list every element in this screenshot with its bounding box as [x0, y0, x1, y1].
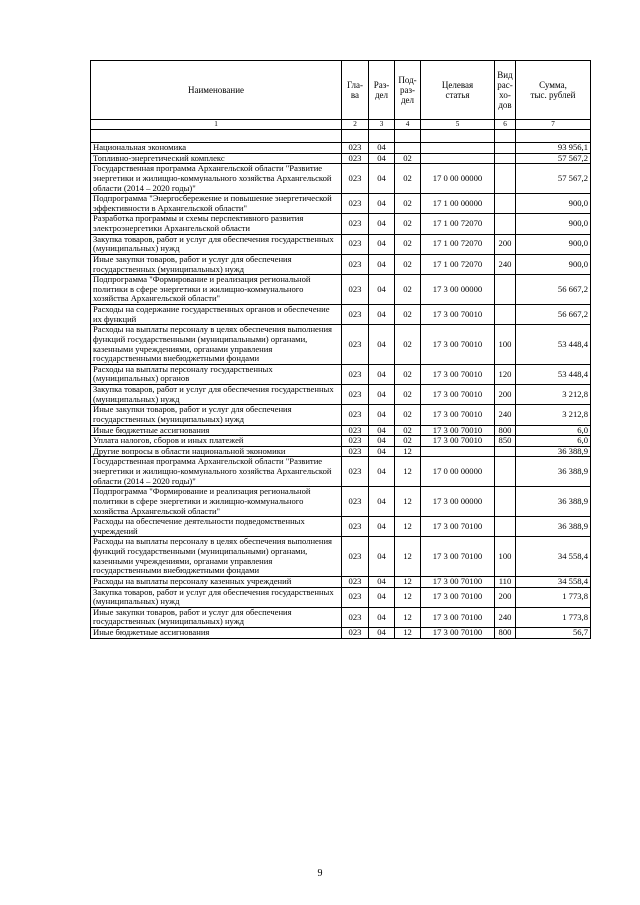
header-name: Наименование — [91, 61, 342, 120]
row-target-article: 17 3 00 70010 — [421, 325, 495, 365]
row-podrazdel: 02 — [395, 275, 421, 305]
row-podrazdel: 02 — [395, 305, 421, 325]
row-name: Подпрограмма "Формирование и реализация региональной политики в сфере энергетики и жилищно-коммунального хозяйства Архангельской области" — [91, 487, 342, 517]
row-podrazdel — [395, 143, 421, 154]
row-expense-type: 120 — [495, 364, 516, 384]
row-podrazdel: 02 — [395, 405, 421, 425]
row-expense-type: 800 — [495, 628, 516, 639]
table-row — [91, 325, 591, 365]
table-row — [91, 143, 591, 154]
row-glava: 023 — [342, 385, 369, 405]
row-razdel: 04 — [369, 194, 395, 214]
row-sum: 53 448,4 — [516, 325, 591, 365]
table-row — [91, 385, 591, 405]
header-vid: Вид рас- хо- дов — [495, 61, 516, 120]
row-podrazdel: 02 — [395, 164, 421, 194]
row-sum: 36 388,9 — [516, 446, 591, 457]
col-number: 6 — [495, 120, 516, 130]
row-podrazdel: 12 — [395, 607, 421, 627]
table-row — [91, 487, 591, 517]
page-number: 9 — [317, 868, 323, 879]
row-target-article: 17 3 00 70100 — [421, 537, 495, 577]
row-target-article — [421, 143, 495, 154]
row-name: Расходы на содержание государственных органов и обеспечение их функций — [91, 305, 342, 325]
row-target-article: 17 3 00 70010 — [421, 385, 495, 405]
row-expense-type — [495, 457, 516, 487]
row-target-article: 17 3 00 70010 — [421, 425, 495, 436]
row-name: Закупка товаров, работ и услуг для обеспечения государственных (муниципальных) нужд — [91, 234, 342, 254]
row-razdel: 04 — [369, 405, 395, 425]
row-name: Расходы на выплаты персоналу в целях обеспечения выполнения функций государственными (муниципальными) органами, казенными учреждениями, органами управления государственными внебюджетными фондами — [91, 537, 342, 577]
row-podrazdel: 12 — [395, 446, 421, 457]
row-razdel: 04 — [369, 385, 395, 405]
row-razdel: 04 — [369, 305, 395, 325]
header-glava: Гла- ва — [342, 61, 369, 120]
row-podrazdel: 02 — [395, 214, 421, 234]
row-name: Иные бюджетные ассигнования — [91, 628, 342, 639]
row-name: Национальная экономика — [91, 143, 342, 154]
col-number: 7 — [516, 120, 591, 130]
row-razdel: 04 — [369, 607, 395, 627]
column-number-row — [91, 120, 591, 130]
row-sum: 34 558,4 — [516, 576, 591, 587]
row-name: Расходы на выплаты персоналу государственных (муниципальных) органов — [91, 364, 342, 384]
row-name: Иные бюджетные ассигнования — [91, 425, 342, 436]
row-razdel: 04 — [369, 517, 395, 537]
row-glava: 023 — [342, 628, 369, 639]
table-row — [91, 194, 591, 214]
row-target-article: 17 3 00 70100 — [421, 587, 495, 607]
row-name: Закупка товаров, работ и услуг для обеспечения государственных (муниципальных) нужд — [91, 587, 342, 607]
table-row — [91, 405, 591, 425]
row-name: Подпрограмма "Энергосбережение и повышение энергетической эффективности в Архангельской области" — [91, 194, 342, 214]
row-target-article: 17 1 00 72070 — [421, 254, 495, 274]
row-sum: 1 773,8 — [516, 587, 591, 607]
row-sum: 56 667,2 — [516, 305, 591, 325]
row-sum: 56 667,2 — [516, 275, 591, 305]
row-glava: 023 — [342, 576, 369, 587]
row-razdel: 04 — [369, 214, 395, 234]
row-razdel: 04 — [369, 143, 395, 154]
row-expense-type — [495, 164, 516, 194]
table-row — [91, 164, 591, 194]
table-row — [91, 587, 591, 607]
row-expense-type: 240 — [495, 607, 516, 627]
row-target-article: 17 3 00 70100 — [421, 607, 495, 627]
row-sum: 93 956,1 — [516, 143, 591, 154]
row-expense-type: 200 — [495, 234, 516, 254]
table-row — [91, 214, 591, 234]
row-glava: 023 — [342, 214, 369, 234]
row-podrazdel: 12 — [395, 457, 421, 487]
col-number: 5 — [421, 120, 495, 130]
row-target-article: 17 3 00 00000 — [421, 275, 495, 305]
row-podrazdel: 02 — [395, 436, 421, 447]
row-glava: 023 — [342, 305, 369, 325]
row-sum: 900,0 — [516, 254, 591, 274]
row-expense-type — [495, 275, 516, 305]
row-name: Государственная программа Архангельской области "Развитие энергетики и жилищно-коммунального хозяйства Архангельской области (2014 – 2020 годы)" — [91, 457, 342, 487]
table-row — [91, 234, 591, 254]
row-razdel: 04 — [369, 628, 395, 639]
row-razdel: 04 — [369, 537, 395, 577]
row-razdel: 04 — [369, 364, 395, 384]
row-glava: 023 — [342, 587, 369, 607]
col-number: 4 — [395, 120, 421, 130]
row-target-article — [421, 446, 495, 457]
row-razdel: 04 — [369, 487, 395, 517]
row-target-article: 17 3 00 70100 — [421, 517, 495, 537]
row-glava: 023 — [342, 194, 369, 214]
row-razdel: 04 — [369, 425, 395, 436]
budget-table — [90, 60, 591, 639]
row-name: Иные закупки товаров, работ и услуг для обеспечения государственных (муниципальных) нужд — [91, 405, 342, 425]
table-row — [91, 436, 591, 447]
row-podrazdel: 02 — [395, 234, 421, 254]
row-podrazdel: 02 — [395, 153, 421, 164]
row-glava: 023 — [342, 457, 369, 487]
table-row — [91, 517, 591, 537]
row-sum: 53 448,4 — [516, 364, 591, 384]
row-target-article: 17 3 00 00000 — [421, 487, 495, 517]
row-target-article: 17 1 00 72070 — [421, 214, 495, 234]
row-name: Расходы на обеспечение деятельности подведомственных учреждений — [91, 517, 342, 537]
row-sum: 1 773,8 — [516, 607, 591, 627]
row-sum: 900,0 — [516, 234, 591, 254]
row-glava: 023 — [342, 487, 369, 517]
row-expense-type — [495, 446, 516, 457]
row-target-article: 17 3 00 70010 — [421, 305, 495, 325]
row-sum: 57 567,2 — [516, 153, 591, 164]
row-podrazdel: 02 — [395, 254, 421, 274]
row-podrazdel: 02 — [395, 325, 421, 365]
row-name: Государственная программа Архангельской области "Развитие энергетики и жилищно-коммунального хозяйства Архангельской области (2014 – 2020 годы)" — [91, 164, 342, 194]
row-glava: 023 — [342, 254, 369, 274]
col-number: 1 — [91, 120, 342, 130]
row-expense-type — [495, 305, 516, 325]
row-sum: 36 388,9 — [516, 487, 591, 517]
row-name: Подпрограмма "Формирование и реализация региональной политики в сфере энергетики и жилищно-коммунального хозяйства Архангельской области" — [91, 275, 342, 305]
row-expense-type: 100 — [495, 325, 516, 365]
row-expense-type — [495, 487, 516, 517]
row-razdel: 04 — [369, 587, 395, 607]
table-body — [91, 143, 591, 639]
row-target-article: 17 1 00 72070 — [421, 234, 495, 254]
row-expense-type: 200 — [495, 587, 516, 607]
header-razdel: Раз- дел — [369, 61, 395, 120]
row-podrazdel: 02 — [395, 364, 421, 384]
header-podrazdel: Под- раз- дел — [395, 61, 421, 120]
row-glava: 023 — [342, 446, 369, 457]
row-glava: 023 — [342, 143, 369, 154]
row-target-article — [421, 153, 495, 164]
row-podrazdel: 02 — [395, 385, 421, 405]
row-sum: 6,0 — [516, 436, 591, 447]
row-glava: 023 — [342, 364, 369, 384]
row-podrazdel: 12 — [395, 587, 421, 607]
row-glava: 023 — [342, 436, 369, 447]
table-row — [91, 607, 591, 627]
row-razdel: 04 — [369, 325, 395, 365]
row-expense-type: 800 — [495, 425, 516, 436]
col-number: 2 — [342, 120, 369, 130]
table-row — [91, 425, 591, 436]
row-target-article: 17 0 00 00000 — [421, 457, 495, 487]
col-number: 3 — [369, 120, 395, 130]
row-sum: 36 388,9 — [516, 457, 591, 487]
row-glava: 023 — [342, 425, 369, 436]
row-glava: 023 — [342, 275, 369, 305]
row-expense-type: 100 — [495, 537, 516, 577]
row-expense-type — [495, 214, 516, 234]
table-row — [91, 576, 591, 587]
row-razdel: 04 — [369, 436, 395, 447]
row-glava: 023 — [342, 537, 369, 577]
row-expense-type: 110 — [495, 576, 516, 587]
row-podrazdel: 12 — [395, 628, 421, 639]
row-name: Расходы на выплаты персоналу в целях обеспечения выполнения функций государственными (муниципальными) органами, казенными учреждениями, органами управления государственными внебюджетными фондами — [91, 325, 342, 365]
row-target-article: 17 3 00 70010 — [421, 405, 495, 425]
row-podrazdel: 02 — [395, 425, 421, 436]
row-glava: 023 — [342, 607, 369, 627]
row-podrazdel: 12 — [395, 487, 421, 517]
row-razdel: 04 — [369, 576, 395, 587]
header-row — [91, 61, 591, 120]
row-razdel: 04 — [369, 254, 395, 274]
row-name: Иные закупки товаров, работ и услуг для обеспечения государственных (муниципальных) нужд — [91, 254, 342, 274]
table-row — [91, 153, 591, 164]
header-sum: Сумма, тыс. рублей — [516, 61, 591, 120]
row-sum: 3 212,8 — [516, 405, 591, 425]
table-row — [91, 446, 591, 457]
table-row — [91, 537, 591, 577]
row-glava: 023 — [342, 153, 369, 164]
row-sum: 34 558,4 — [516, 537, 591, 577]
table-row — [91, 628, 591, 639]
row-expense-type: 240 — [495, 254, 516, 274]
row-expense-type — [495, 517, 516, 537]
table-row — [91, 457, 591, 487]
row-sum: 900,0 — [516, 194, 591, 214]
row-podrazdel: 02 — [395, 194, 421, 214]
row-podrazdel: 12 — [395, 576, 421, 587]
table-row — [91, 305, 591, 325]
row-target-article: 17 1 00 00000 — [421, 194, 495, 214]
row-glava: 023 — [342, 234, 369, 254]
row-razdel: 04 — [369, 275, 395, 305]
row-name: Другие вопросы в области национальной экономики — [91, 446, 342, 457]
row-name: Иные закупки товаров, работ и услуг для обеспечения государственных (муниципальных) нужд — [91, 607, 342, 627]
blank-row — [91, 130, 591, 143]
row-expense-type — [495, 143, 516, 154]
row-glava: 023 — [342, 517, 369, 537]
row-razdel: 04 — [369, 446, 395, 457]
row-target-article: 17 3 00 70100 — [421, 628, 495, 639]
row-target-article: 17 3 00 70010 — [421, 364, 495, 384]
row-target-article: 17 0 00 00000 — [421, 164, 495, 194]
row-sum: 6,0 — [516, 425, 591, 436]
row-razdel: 04 — [369, 153, 395, 164]
row-target-article: 17 3 00 70100 — [421, 576, 495, 587]
row-name: Закупка товаров, работ и услуг для обеспечения государственных (муниципальных) нужд — [91, 385, 342, 405]
row-glava: 023 — [342, 325, 369, 365]
table-row — [91, 254, 591, 274]
row-expense-type: 850 — [495, 436, 516, 447]
row-name: Расходы на выплаты персоналу казенных учреждений — [91, 576, 342, 587]
row-razdel: 04 — [369, 164, 395, 194]
row-expense-type: 240 — [495, 405, 516, 425]
row-name: Уплата налогов, сборов и иных платежей — [91, 436, 342, 447]
row-glava: 023 — [342, 164, 369, 194]
row-sum: 56,7 — [516, 628, 591, 639]
header-target: Целевая статья — [421, 61, 495, 120]
row-name: Топливно-энергетический комплекс — [91, 153, 342, 164]
row-sum: 57 567,2 — [516, 164, 591, 194]
row-sum: 3 212,8 — [516, 385, 591, 405]
row-razdel: 04 — [369, 457, 395, 487]
row-target-article: 17 3 00 70010 — [421, 436, 495, 447]
row-expense-type — [495, 194, 516, 214]
row-expense-type — [495, 153, 516, 164]
table-row — [91, 364, 591, 384]
row-podrazdel: 12 — [395, 537, 421, 577]
row-name: Разработка программы и схемы перспективного развития электроэнергетики Архангельской области — [91, 214, 342, 234]
table-row — [91, 275, 591, 305]
row-razdel: 04 — [369, 234, 395, 254]
row-sum: 36 388,9 — [516, 517, 591, 537]
row-expense-type: 200 — [495, 385, 516, 405]
row-podrazdel: 12 — [395, 517, 421, 537]
row-glava: 023 — [342, 405, 369, 425]
row-sum: 900,0 — [516, 214, 591, 234]
